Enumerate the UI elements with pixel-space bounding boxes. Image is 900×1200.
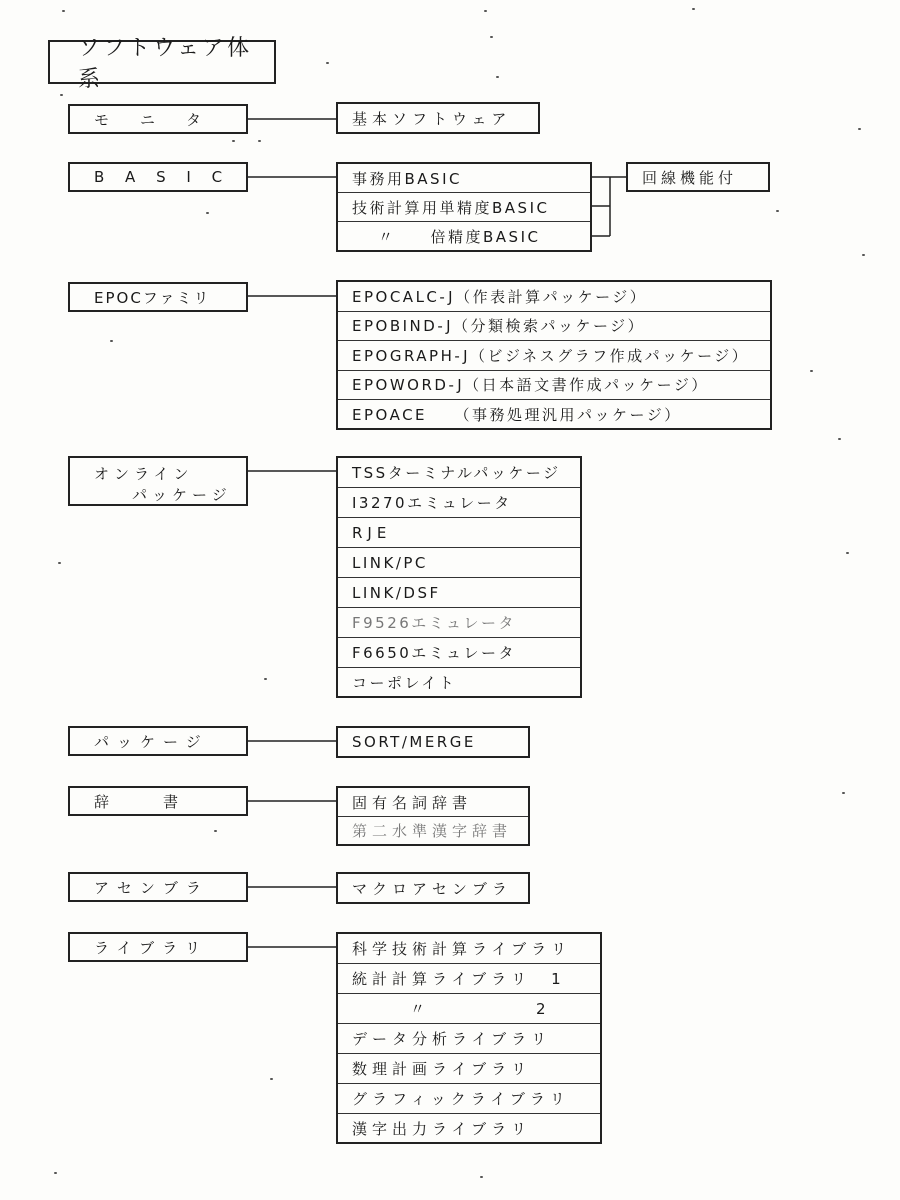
item-epograph: EPOGRAPH-J（ビジネスグラフ作成パッケージ）	[338, 341, 770, 371]
noise-speck	[214, 830, 217, 832]
item-macro-assembler: マクロアセンブラ	[352, 879, 512, 898]
category-library-label: ライブラリ	[94, 938, 209, 957]
item-kanji-output-library: 漢字出力ライブラリ	[352, 1119, 532, 1138]
category-basic	[68, 162, 248, 192]
line-function-label: 回線機能付	[642, 168, 738, 187]
noise-speck	[862, 254, 865, 256]
item-statistics-library-2: 〃 2	[338, 994, 600, 1024]
items-epoc	[336, 280, 772, 430]
noise-speck	[810, 370, 813, 372]
category-package	[68, 726, 248, 756]
item-double-precision-basic: 〃 倍精度BASIC	[378, 227, 541, 246]
items-online	[336, 456, 582, 698]
category-monitor	[68, 104, 248, 134]
category-online-label-line2: パッケージ	[132, 486, 232, 504]
item-epoace: EPOACE （事務処理汎用パッケージ）	[352, 405, 682, 424]
item-graphics-library: グラフィックライブラリ	[338, 1084, 600, 1114]
item-i3270-emulator: I3270エミュレータ	[338, 488, 580, 518]
item-basic-software: 基本ソフトウェア	[352, 109, 512, 128]
item-single-precision-basic: 技術計算用単精度BASIC	[338, 193, 590, 222]
item-link-dsf: LINK/DSF	[338, 578, 580, 608]
noise-speck	[232, 140, 235, 142]
noise-speck	[264, 678, 267, 680]
noise-speck	[54, 1172, 57, 1174]
noise-speck	[490, 36, 493, 38]
items-library	[336, 932, 602, 1144]
noise-speck	[692, 8, 695, 10]
item-corporate: コーポレイト	[352, 673, 457, 692]
item-sort-merge: SORT/MERGE	[352, 733, 476, 751]
category-monitor-label: モ ニ タ	[94, 110, 210, 129]
item-statistics-library-1: 統計計算ライブラリ 1	[338, 964, 600, 994]
noise-speck	[846, 552, 849, 554]
category-basic-label: B A S I C	[94, 168, 231, 186]
item-mathematical-programming-library: 数理計画ライブラリ	[338, 1054, 600, 1084]
item-rje: RJE	[338, 518, 580, 548]
item-proper-noun-dictionary: 固有名詞辞書	[338, 788, 528, 817]
noise-speck	[480, 1176, 483, 1178]
item-epocalc: EPOCALC-J（作表計算パッケージ）	[338, 282, 770, 312]
items-monitor	[336, 102, 540, 134]
noise-speck	[776, 210, 779, 212]
item-data-analysis-library: データ分析ライブラリ	[338, 1024, 600, 1054]
category-dictionary-label: 辞 書	[94, 792, 187, 811]
noise-speck	[258, 140, 261, 142]
category-epoc-label: EPOCファミリ	[94, 288, 211, 307]
noise-speck	[58, 562, 61, 564]
item-epoword: EPOWORD-J（日本語文書作成パッケージ）	[338, 371, 770, 401]
noise-speck	[496, 76, 499, 78]
item-link-pc: LINK/PC	[338, 548, 580, 578]
category-online-label-line1: オンライン	[94, 465, 194, 483]
category-library	[68, 932, 248, 962]
noise-speck	[206, 212, 209, 214]
category-assembler-label: アセンブラ	[94, 878, 209, 897]
items-dictionary	[336, 786, 530, 846]
noise-speck	[858, 128, 861, 130]
category-assembler	[68, 872, 248, 902]
item-business-basic: 事務用BASIC	[338, 164, 590, 193]
category-package-label: パッケージ	[94, 732, 209, 751]
category-online-package	[68, 456, 248, 506]
item-epobind: EPOBIND-J（分類検索パッケージ）	[338, 312, 770, 342]
item-scientific-library: 科学技術計算ライブラリ	[338, 934, 600, 964]
noise-speck	[484, 10, 487, 12]
diagram-title: ソフトウェア体系	[48, 40, 276, 84]
noise-speck	[842, 792, 845, 794]
noise-speck	[270, 1078, 273, 1080]
category-dictionary	[68, 786, 248, 816]
noise-speck	[326, 62, 329, 64]
noise-speck	[838, 438, 841, 440]
item-f9526-emulator: F9526エミュレータ	[338, 608, 580, 638]
noise-speck	[62, 10, 65, 12]
item-tss-terminal: TSSターミナルパッケージ	[338, 458, 580, 488]
items-package	[336, 726, 530, 758]
item-f6650-emulator: F6650エミュレータ	[338, 638, 580, 668]
category-epoc	[68, 282, 248, 312]
noise-speck	[60, 94, 63, 96]
items-assembler	[336, 872, 530, 904]
items-basic	[336, 162, 592, 252]
box-line-function	[626, 162, 770, 192]
item-level2-kanji-dictionary: 第二水準漢字辞書	[352, 822, 513, 840]
noise-speck	[110, 340, 113, 342]
